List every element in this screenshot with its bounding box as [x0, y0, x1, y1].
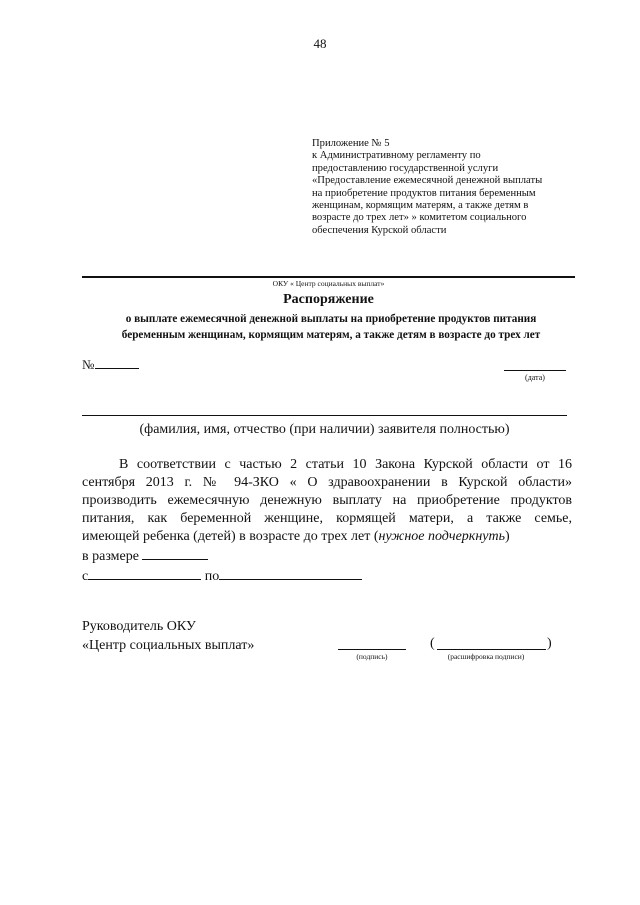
body-line-text: имеющей ребенка (детей) в возрасте до трех лет (: [82, 529, 379, 544]
appendix-line: возрасте до трех лет» » комитетом социального: [312, 212, 527, 224]
number-label: №: [82, 357, 95, 372]
body-text: [82, 456, 572, 586]
to-date-blank[interactable]: [219, 566, 362, 580]
amount-blank[interactable]: [142, 546, 208, 560]
date-blank[interactable]: [504, 370, 566, 371]
body-line-close: ): [504, 529, 510, 544]
appendix-line: обеспечения Курской области: [312, 224, 447, 236]
signature-caption: (подпись): [356, 652, 388, 661]
amount-row: [82, 546, 572, 566]
subtitle-line: о выплате ежемесячной денежной выплаты на приобретение продуктов питания: [125, 313, 537, 325]
signature-blank[interactable]: [338, 649, 406, 650]
decode-blank[interactable]: [437, 649, 546, 650]
appendix-note: [312, 138, 582, 237]
signatory-line: Руководитель ОКУ: [82, 619, 196, 634]
from-date-blank[interactable]: [88, 566, 201, 580]
decode-paren-close: ): [547, 636, 552, 651]
number-field: [82, 356, 139, 373]
subtitle-line: беременным женщинам, кормящим матерям, а также детям в возрасте до трех лет: [121, 329, 541, 341]
to-label: по: [204, 569, 220, 584]
body-line: В соответствии с частью 2 статьи 10 Закона Курской области от 16: [119, 457, 572, 472]
date-caption: (дата): [525, 373, 545, 382]
applicant-name-caption: (фамилия, имя, отчество (при наличии) заявителя полностью): [139, 422, 510, 437]
header-rule: [82, 276, 575, 278]
amount-label: в размере: [82, 549, 139, 564]
underline-hint: нужное подчеркнуть: [378, 529, 505, 544]
signatory-line: «Центр социальных выплат»: [82, 638, 255, 653]
page-number: 48: [313, 36, 327, 51]
appendix-line: на приобретение продуктов питания беременным: [312, 187, 536, 199]
appendix-line: «Предоставление ежемесячной денежной выплаты: [312, 175, 543, 187]
applicant-name-blank[interactable]: [82, 415, 567, 416]
appendix-line: Приложение № 5: [312, 138, 390, 149]
decode-paren-open: (: [430, 636, 435, 651]
from-label: с: [82, 569, 89, 584]
signatory-title: [82, 617, 254, 655]
period-row: [82, 566, 572, 586]
body-line: питания, как беременной женщине, кормящей матери, а также семье,: [82, 511, 572, 526]
body-line: производить ежемесячную денежную выплату на приобретение продуктов: [82, 493, 572, 508]
document-subtitle: [82, 311, 580, 343]
org-caption: ОКУ « Центр социальных выплат»: [272, 279, 385, 288]
appendix-line: предоставлению государственной услуги: [312, 162, 499, 174]
body-line: сентября 2013 г. № 94-ЗКО « О здравоохранении в Курской области»: [82, 475, 572, 490]
number-blank[interactable]: [95, 356, 139, 369]
body-line: [82, 528, 572, 546]
appendix-line: к Административному регламенту по: [312, 150, 481, 162]
decode-caption: (расшифровка подписи): [447, 652, 525, 661]
appendix-line: женщинам, кормящим матерям, а также детям в: [312, 200, 529, 212]
document-title: Распоряжение: [283, 292, 374, 307]
